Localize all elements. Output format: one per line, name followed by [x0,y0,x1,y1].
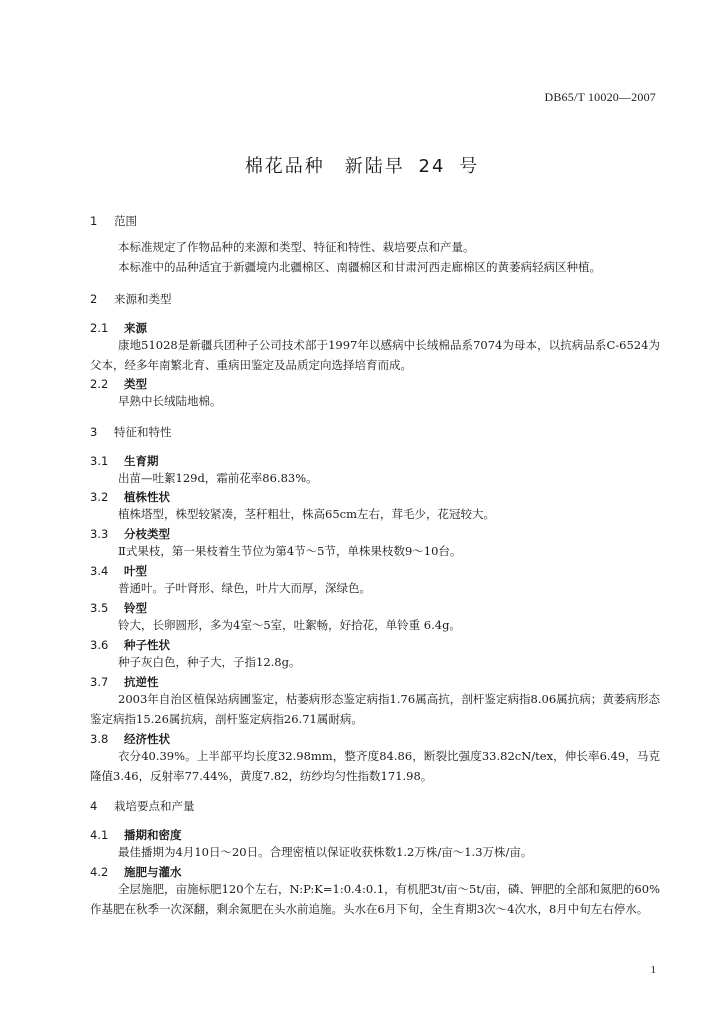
subsection-heading-3-4 [90,563,147,579]
subsection-title: 种子性状 [124,638,170,652]
section-number: 1 [90,214,98,228]
subsection-number: 4.1 [90,828,109,842]
subsection-title: 经济性状 [124,732,170,746]
subsection-title: 施肥与灌水 [124,865,182,879]
standard-number: DB65/T 10020—2007 [544,90,656,104]
origin-paragraph: 康地51028是新疆兵团种子公司技术部于1997年以感病中长绒棉品系7074为母本，以抗病品系C-6524为父本，经多年南繁北育、重病田鉴定及品质定向选择培育而成。 [90,338,660,372]
subsection-number: 3.2 [90,490,109,504]
subsection-number: 3.1 [90,454,109,468]
subsection-number: 3.6 [90,638,109,652]
section-heading-3 [90,424,172,440]
section-title: 来源和类型 [114,292,172,306]
subsection-number: 3.7 [90,675,109,689]
branch-type-paragraph: Ⅱ式果枝，第一果枝着生节位为第4节～5节，单株果枝数9～10台。 [118,544,462,558]
scope-paragraph-2: 本标准中的品种适宜于新疆境内北疆棉区、南疆棉区和甘肃河西走廊棉区的黄萎病轻病区种植。 [118,260,601,274]
boll-type-paragraph: 铃大，长卵圆形，多为4室～5室，吐絮畅，好拾花，单铃重 6.4g。 [118,618,461,632]
plant-traits-paragraph: 植株塔型，株型较紧凑，茎秆粗壮，株高65cm左右，茸毛少，花冠较大。 [118,507,495,521]
subsection-title: 抗逆性 [124,675,159,689]
page-number: 1 [650,964,656,976]
subsection-number: 3.4 [90,564,109,578]
subsection-heading-3-8 [90,731,170,747]
subsection-title: 叶型 [124,564,147,578]
subsection-title: 来源 [124,321,147,335]
subsection-number: 3.5 [90,601,109,615]
subsection-heading-4-1 [90,827,182,843]
subsection-number: 4.2 [90,865,109,879]
section-number: 2 [90,292,98,306]
subsection-title: 播期和密度 [124,828,182,842]
section-heading-1 [90,213,137,229]
sowing-density-paragraph: 最佳播期为4月10日～20日。合理密植以保证收获株数1.2万株/亩～1.3万株/亩。 [118,845,533,859]
subsection-number: 2.2 [90,377,109,391]
section-title: 范围 [114,214,137,228]
subsection-heading-3-2 [90,489,170,505]
subsection-title: 铃型 [124,601,147,615]
leaf-type-paragraph: 普通叶。子叶肾形、绿色，叶片大而厚，深绿色。 [118,581,371,595]
resistance-paragraph: 2003年自治区植保站病圃鉴定，枯萎病形态鉴定病指1.76属高抗，剖杆鉴定病指8.06属抗病；黄萎病形态鉴定病指15.26属抗病，剖杆鉴定病指26.71属耐病。 [90,692,660,726]
economic-traits-paragraph: 衣分40.39%。上半部平均长度32.98mm，整齐度84.86，断裂比强度33.82cN/tex，伸长率6.49，马克隆值3.46，反射率77.44%，黄度7.82，纺纱均匀性指数171.98。 [90,749,660,783]
section-number: 3 [90,425,98,439]
subsection-heading-2-2 [90,376,147,392]
section-title: 特征和特性 [114,425,172,439]
subsection-number: 3.3 [90,527,109,541]
subsection-title: 生育期 [124,454,159,468]
subsection-heading-2-1 [90,320,147,336]
seed-traits-paragraph: 种子灰白色，种子大，子指12.8g。 [118,655,301,669]
subsection-number: 3.8 [90,732,109,746]
section-heading-2 [90,291,172,307]
scope-paragraph-1: 本标准规定了作物品种的来源和类型、特征和特性、栽培要点和产量。 [118,240,475,254]
growth-period-paragraph: 出苗—吐絮129d，霜前花率86.83%。 [118,471,318,485]
type-paragraph: 早熟中长绒陆地棉。 [118,394,222,408]
subsection-number: 2.1 [90,321,109,335]
section-title: 栽培要点和产量 [114,799,195,813]
subsection-heading-3-5 [90,600,147,616]
subsection-heading-3-6 [90,637,170,653]
fertilizer-irrigation-paragraph: 全层施肥，亩施标肥120个左右，N:P:K=1:0.4:0.1，有机肥3t/亩～5t/亩，磷、钾肥的全部和氮肥的60%作基肥在秋季一次深翻，剩余氮肥在头水前追施。头水在6月下旬，全生育期3次～4次水，8月中旬左右停水。 [90,882,660,916]
subsection-heading-3-7 [90,674,159,690]
subsection-title: 植株性状 [124,490,170,504]
section-heading-4 [90,798,195,814]
section-number: 4 [90,799,98,813]
subsection-title: 类型 [124,377,147,391]
subsection-title: 分枝类型 [124,527,170,541]
subsection-heading-4-2 [90,864,182,880]
page-title: 棉花品种 新陆早 24 号 [244,156,480,177]
subsection-heading-3-1 [90,453,159,469]
subsection-heading-3-3 [90,526,170,542]
